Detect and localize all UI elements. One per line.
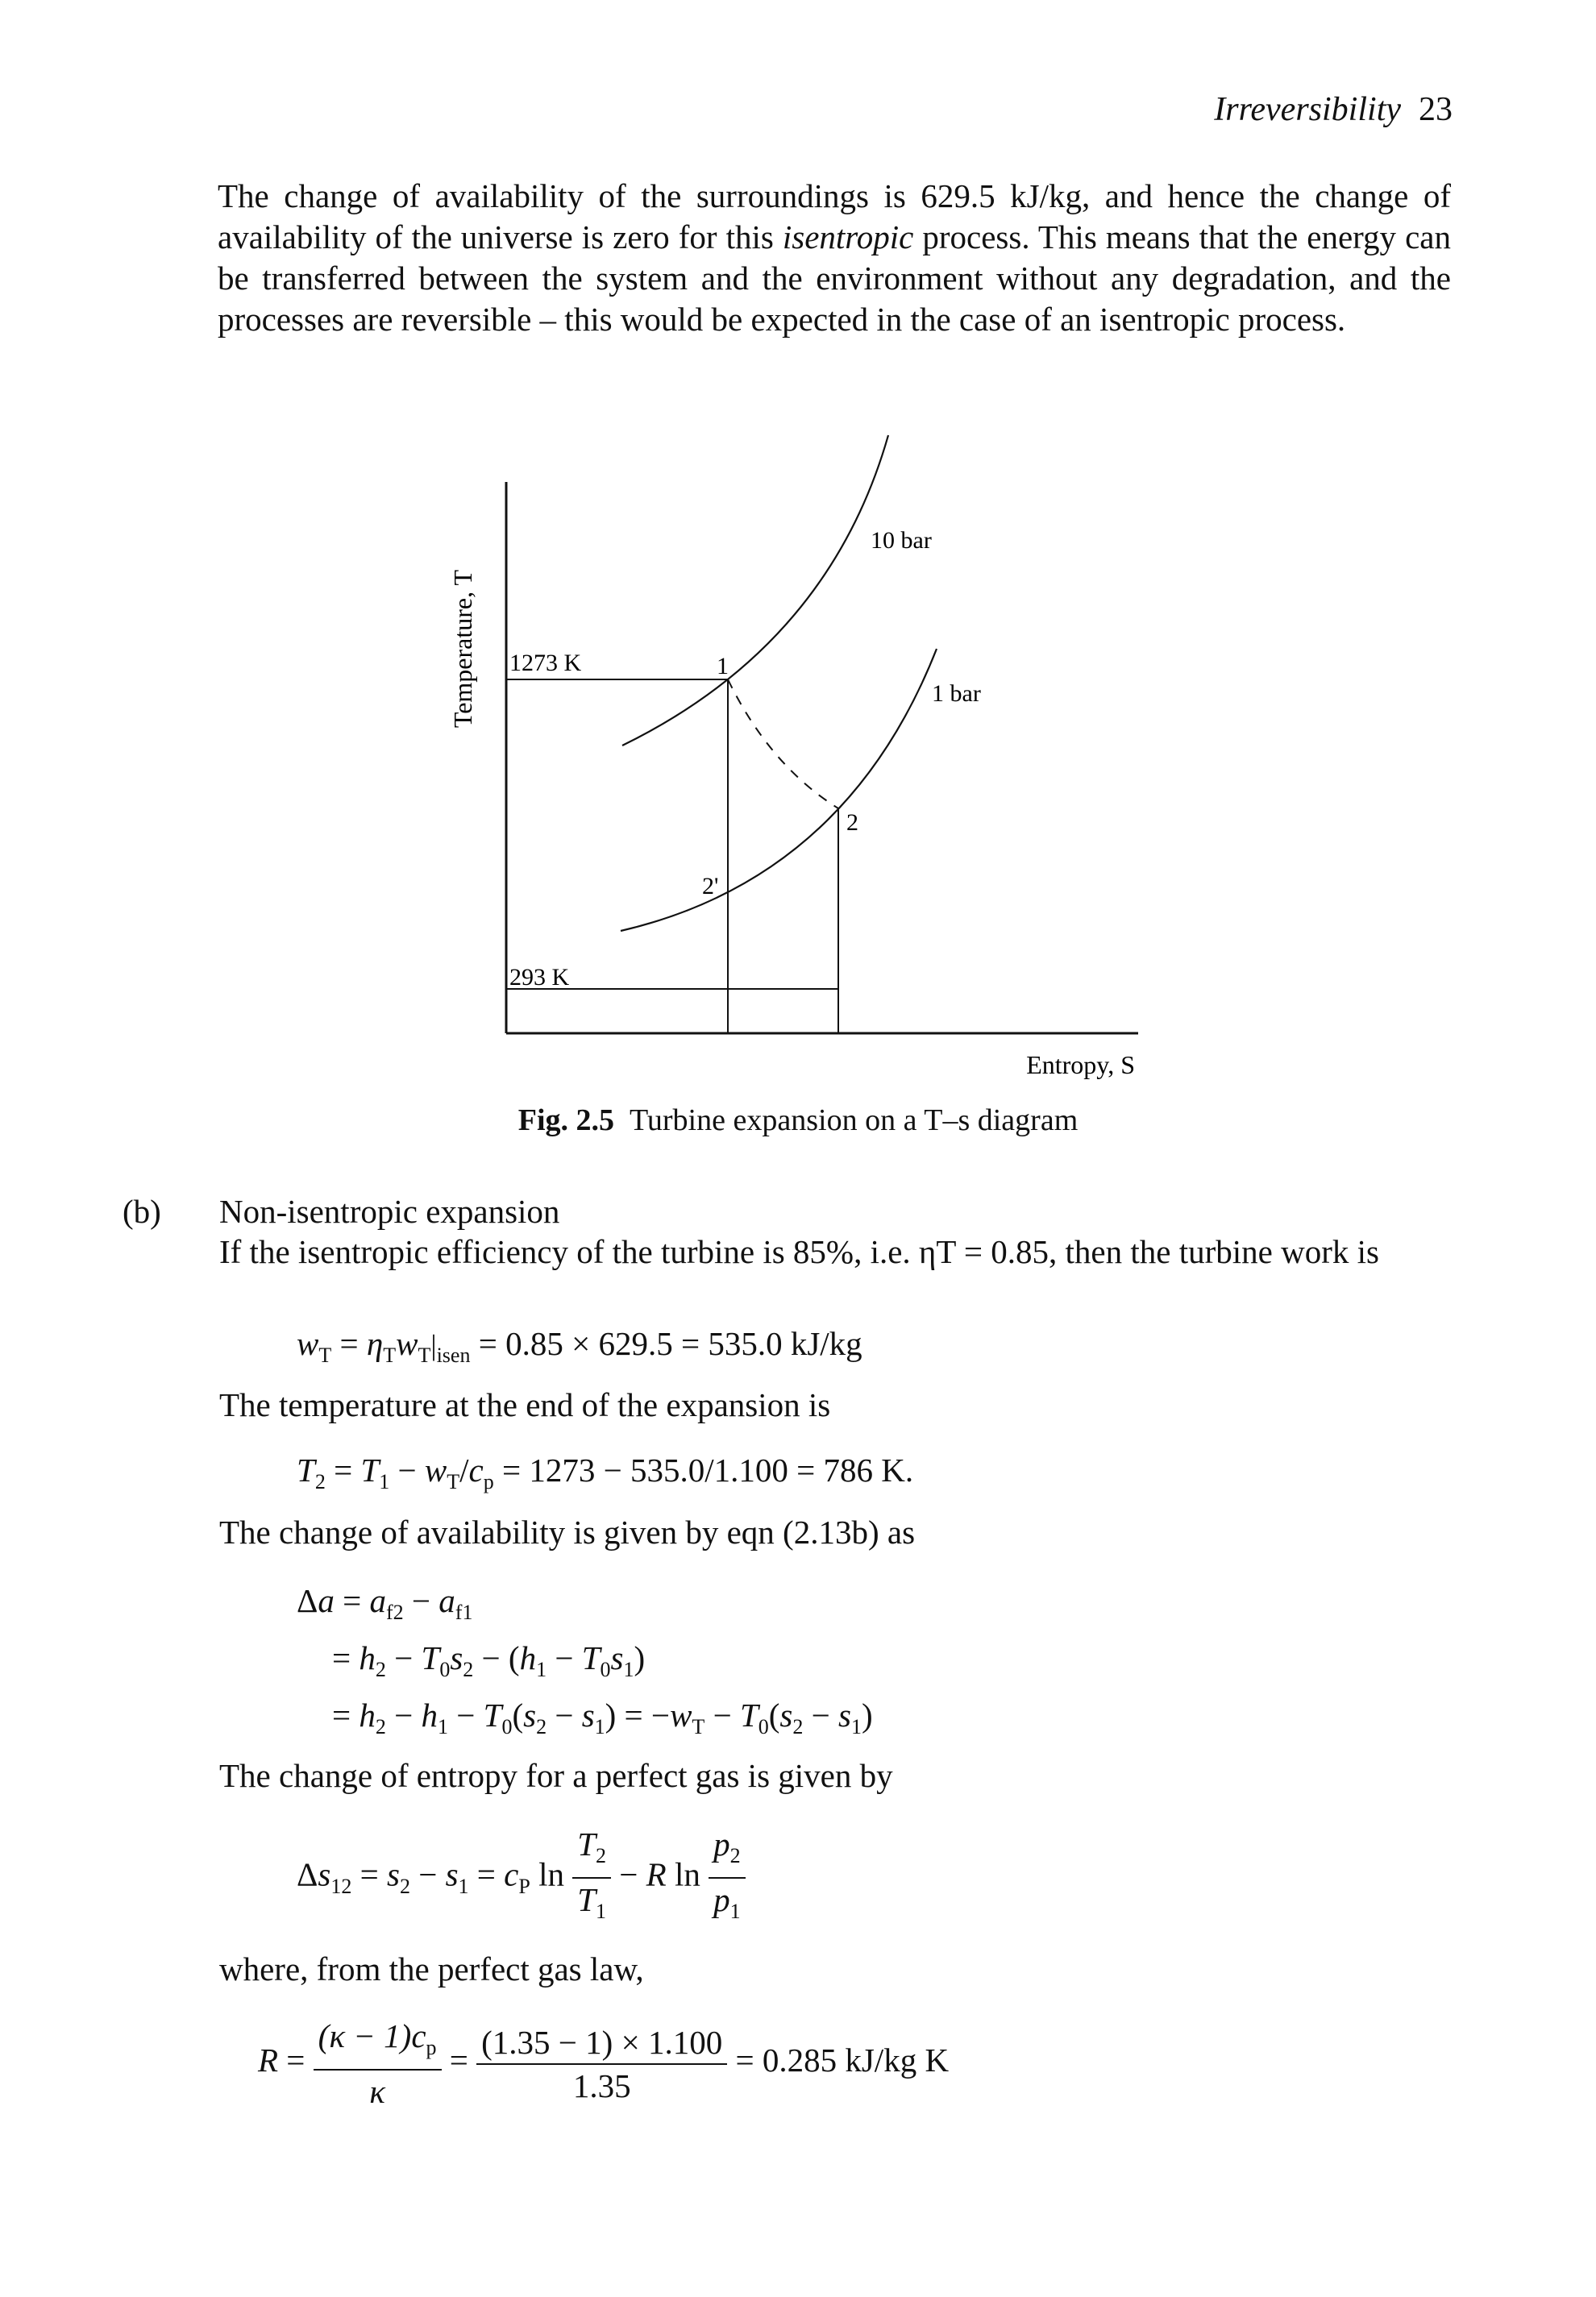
point-2-prime-label: 2' [702,873,719,899]
equation-availability-2: = $h_2 - T_0s_2 - (h_1 - T_0s_1)$ [332,1639,646,1682]
gas-law-intro: where, from the perfect gas law, [219,1950,644,1988]
temp-low-label: 293 K [509,964,570,991]
figure-caption [0,1103,1596,1138]
eq-r-den2: 1.35 [572,2066,631,2104]
fraction-r-numeric [476,2021,727,2107]
equation-availability-3: = $h_2 - h_1 - T_0(s_2 - s_1) = -w_T - T_0(s_2 - s_1)$ [332,1697,873,1739]
caption-number: Fig. 2.5 [517,1103,615,1137]
intro-emphasis: isentropic [782,218,914,255]
equation-entropy-change: $\Delta s_{12} = s_2 - s_1 = c_P$ ln $\frac{T_2}{T_1}$ − R ln $\frac{p_2}{p_1}$ [297,1823,746,1933]
fraction-r-symbolic: $\frac{(\kappa - 1)c_p}{\kappa}$ [314,2015,442,2112]
eq-r-num1: (κ − 1)c [318,2017,426,2054]
ts-diagram [0,0,1596,1096]
page-number: 23 [1419,91,1453,128]
isobar-10bar [622,435,888,746]
availability-intro: The change of availability is given by eqn (2.13b) as [219,1514,916,1551]
eq-r-den1: κ [369,2073,385,2111]
x-axis-label: Entropy, S [1026,1050,1135,1079]
intro-text-2: process. This means that the energy can be transferred between the system and the environment without any degradation, and the processes are reversible – this would be expected in the case of an isentropic process. [218,218,1451,338]
temp-high-label: 1273 K [509,650,582,676]
intro-text-1: The change of availability of the surroundings is 629.5 kJ/kg, and hence the change of availability of the universe is zero for this [218,177,1451,255]
section-heading: Non-isentropic expansion [219,1193,560,1230]
actual-expansion-path [728,679,838,808]
eq-r-num2: (1.35 − 1) × 1.100 [476,2021,727,2065]
isobar-10bar-label: 10 bar [871,527,932,554]
fraction-pressure: $\frac{p_2}{p_1}$ [709,1823,746,1933]
section-label: (b) [123,1193,161,1230]
eq-r-result: = 0.285 kJ/kg K [735,2042,950,2079]
y-axis-label: Temperature, T [448,569,477,729]
fraction-temperature: $\frac{T_2}{T_1}$ [572,1823,611,1933]
entropy-intro: The change of entropy for a perfect gas is given by [219,1757,893,1794]
eq-work-tail: = 0.85 × 629.5 = 535.0 kJ/kg [470,1325,862,1362]
header-title: Irreversibility [1214,91,1401,128]
equation-end-temperature: $T_2 = T_1 - w_T/c_p = 1273 - 535.0/1.100 = 786$ K. [297,1452,914,1494]
point-2-label: 2 [846,809,858,836]
point-1-label: 1 [717,653,729,679]
equation-availability-1: $\Delta a = a_{f2} - a_{f1}$ [297,1582,473,1625]
eq-temp-tail: = 1273 − 535.0/1.100 = 786 K. [501,1452,914,1489]
caption-text: Turbine expansion on a T–s diagram [630,1103,1079,1137]
isobar-1bar [621,649,937,931]
equation-gas-constant: R = $\frac{(\kappa - 1)c_p}{\kappa}$ = $\frac{(1.35 - 1) \times 1.100}{1.35}$ = 0.285 kJ/kg K [258,2015,949,2112]
equation-turbine-work: $w_T = \eta_Tw_T|_{isen} = 0.85 \times 629.5 = 535.0$ kJ/kg [297,1325,862,1368]
isobar-1bar-label: 1 bar [932,680,981,707]
section-intro: If the isentropic efficiency of the turbine is 85%, i.e. ηT = 0.85, then the turbine work is [219,1233,1379,1270]
temp-intro: The temperature at the end of the expansion is [219,1386,831,1423]
